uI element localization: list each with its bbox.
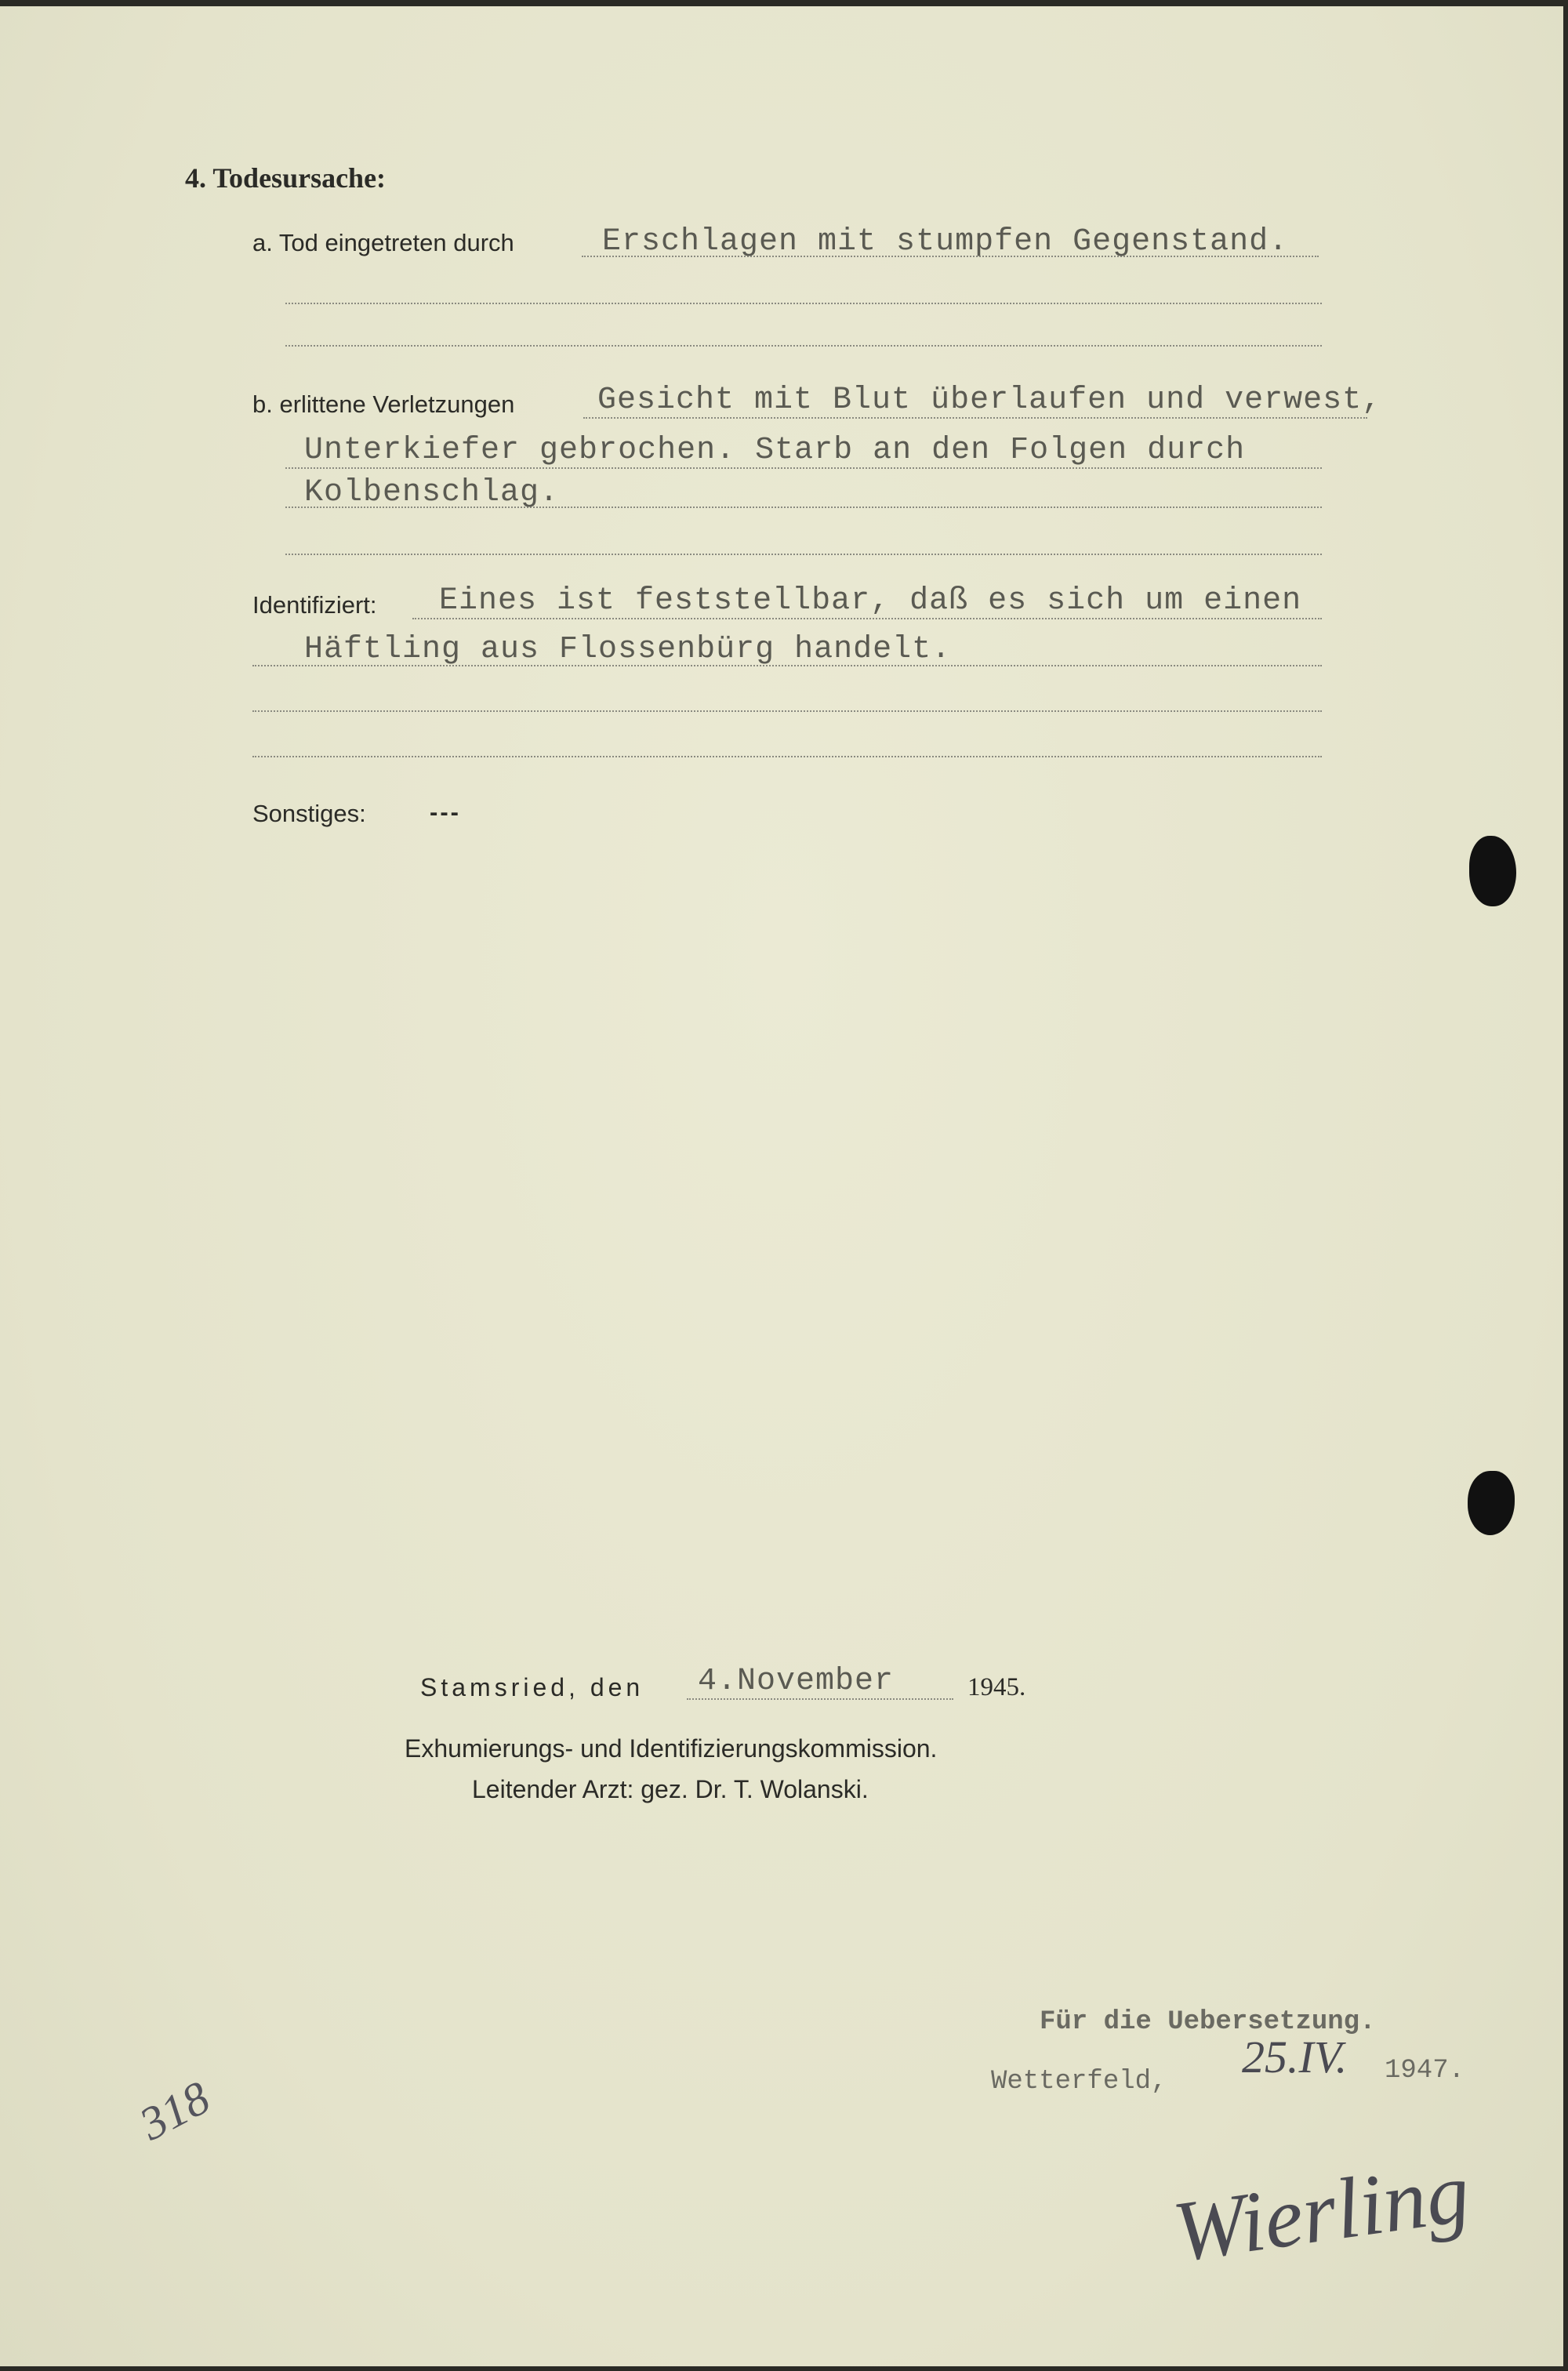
- misc-label: Sonstiges:: [252, 800, 366, 827]
- translation-place: Wetterfeld,: [991, 2067, 1167, 2097]
- identified-label: Identifiziert:: [252, 591, 377, 619]
- punch-hole: [1469, 836, 1516, 906]
- dotted-line: [285, 303, 1322, 304]
- translation-line: Für die Uebersetzung.: [1040, 2007, 1376, 2037]
- cause-b-label: b. erlittene Verletzungen: [252, 390, 515, 418]
- identified-line-1: Eines ist feststellbar, daß es sich um einen: [439, 583, 1302, 619]
- handwritten-signature: Wierling: [1167, 2144, 1475, 2280]
- translation-year: 1947.: [1385, 2056, 1465, 2086]
- dotted-line: [252, 710, 1322, 712]
- document-page: [0, 6, 1563, 2366]
- page-number: 318: [131, 2071, 218, 2151]
- place-label: Stamsried, den: [420, 1673, 644, 1701]
- signing-date: 4.November: [698, 1664, 895, 1699]
- dotted-line: [285, 345, 1322, 347]
- signing-year: 1945.: [967, 1673, 1026, 1701]
- section-heading: 4. Todesursache:: [185, 162, 387, 194]
- lead-doctor: Leitender Arzt: gez. Dr. T. Wolanski.: [472, 1775, 869, 1803]
- dotted-line: [687, 1698, 953, 1700]
- injuries-line-1: Gesicht mit Blut überlaufen und verwest,: [597, 383, 1382, 418]
- translation-date-handwritten: 25.IV.: [1242, 2032, 1348, 2082]
- identified-line-2: Häftling aus Flossenbürg handelt.: [304, 632, 952, 667]
- cause-a-value: Erschlagen mit stumpfen Gegenstand.: [602, 224, 1289, 260]
- commission-name: Exhumierungs- und Identifizierungskommission.: [405, 1734, 938, 1763]
- misc-value: ---: [430, 798, 461, 826]
- dotted-line: [252, 756, 1322, 757]
- injuries-line-2: Unterkiefer gebrochen. Starb an den Folgen durch: [304, 433, 1246, 468]
- cause-a-label: a. Tod eingetreten durch: [252, 229, 514, 256]
- dotted-line: [285, 554, 1322, 555]
- injuries-line-3: Kolbenschlag.: [304, 475, 560, 510]
- punch-hole: [1468, 1471, 1515, 1535]
